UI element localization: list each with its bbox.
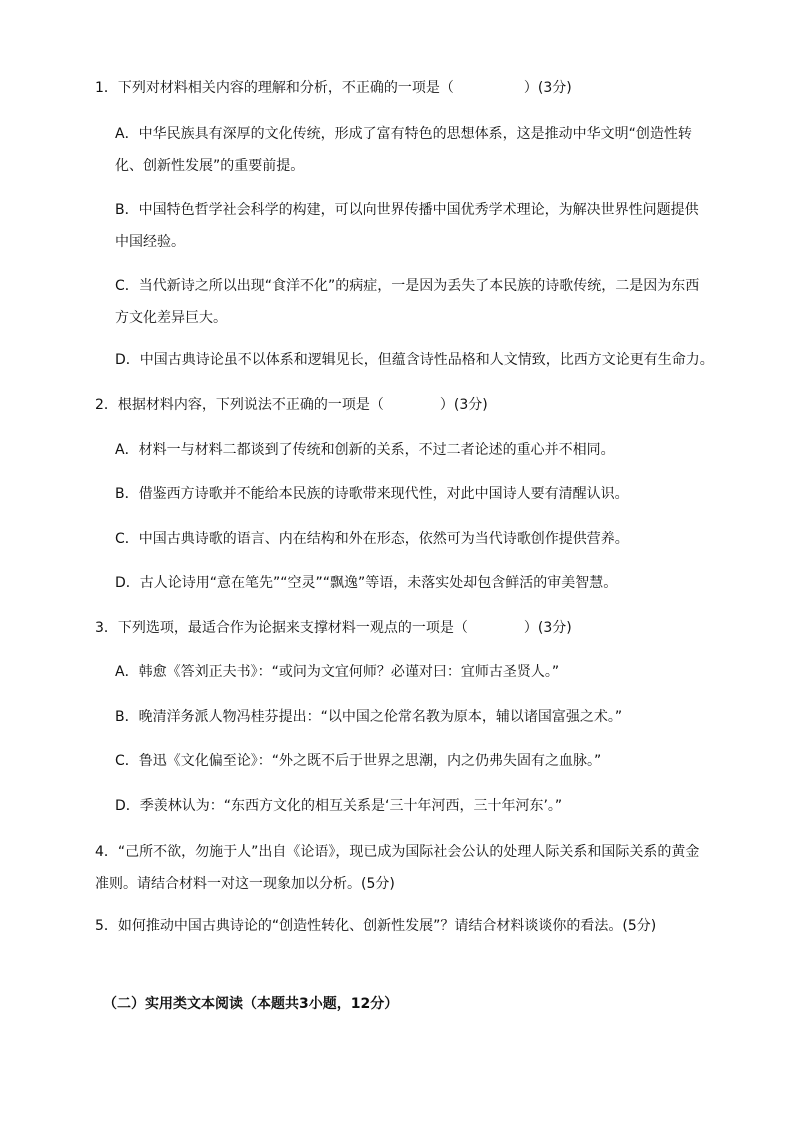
question-2-option-b: B．借鉴西方诗歌并不能给本民族的诗歌带来现代性，对此中国诗人要有清醒认识。	[115, 486, 629, 502]
question-2-option-c: C．中国古典诗歌的语言、内在结构和外在形态，依然可为当代诗歌创作提供营养。	[115, 531, 629, 547]
question-1-option-c: C．当代新诗之所以出现“食洋不化”的病症，一是因为丢失了本民族的诗歌传统，二是因为东西方文化差异巨大。	[115, 278, 700, 326]
question-1-option-d: D．中国古典诗论虽不以体系和逻辑见长，但蕴含诗性品格和人文情致，比西方文论更有生命力。	[115, 352, 714, 368]
question-1-stem: 1．下列对材料相关内容的理解和分析，不正确的一项是（ ）(3分)	[95, 80, 572, 96]
question-2-option-a: A．材料一与材料二都谈到了传统和创新的关系，不过二者论述的重心并不相同。	[115, 442, 615, 458]
question-1-option-a: A．中华民族具有深厚的文化传统，形成了富有特色的思想体系，这是推动中华文明“创造性转化、创新性发展”的重要前提。	[115, 126, 692, 174]
question-3-option-b: B．晚清洋务派人物冯桂芬提出：“以中国之伦常名教为原本，辅以诸国富强之术。”	[115, 709, 623, 725]
section-title: （二）实用类文本阅读（本题共3小题，12分）	[103, 996, 399, 1012]
question-3-stem: 3．下列选项，最适合作为论据来支撑材料一观点的一项是（ ）(3分)	[95, 620, 572, 636]
question-3-option-d: D．季羡林认为：“东西方文化的相互关系是‘三十年河西，三十年河东’。”	[115, 798, 563, 814]
question-2-stem: 2．根据材料内容，下列说法不正确的一项是（ ）(3分)	[95, 397, 488, 413]
question-2-option-d: D．古人论诗用“意在笔先”“空灵”“飘逸”等语，未落实处却包含鲜活的审美智慧。	[115, 575, 618, 591]
question-3-option-a: A．韩愈《答刘正夫书》：“或问为文宜何师？必谨对曰：宜师古圣贤人。”	[115, 664, 560, 680]
question-1-option-b: B．中国特色哲学社会科学的构建，可以向世界传播中国优秀学术理论，为解决世界性问题提供中国经验。	[115, 202, 699, 250]
question-4-stem: 4．“己所不欲，勿施于人”出自《论语》，现已成为国际社会公认的处理人际关系和国际关系的黄金准则。请结合材料一对这一现象加以分析。(5分)	[95, 844, 700, 892]
question-5-stem: 5．如何推动中国古典诗论的“创造性转化、创新性发展”？请结合材料谈谈你的看法。(5分)	[95, 918, 657, 934]
question-3-option-c: C．鲁迅《文化偏至论》：“外之既不后于世界之思潮，内之仍弗失固有之血脉。”	[115, 753, 602, 769]
